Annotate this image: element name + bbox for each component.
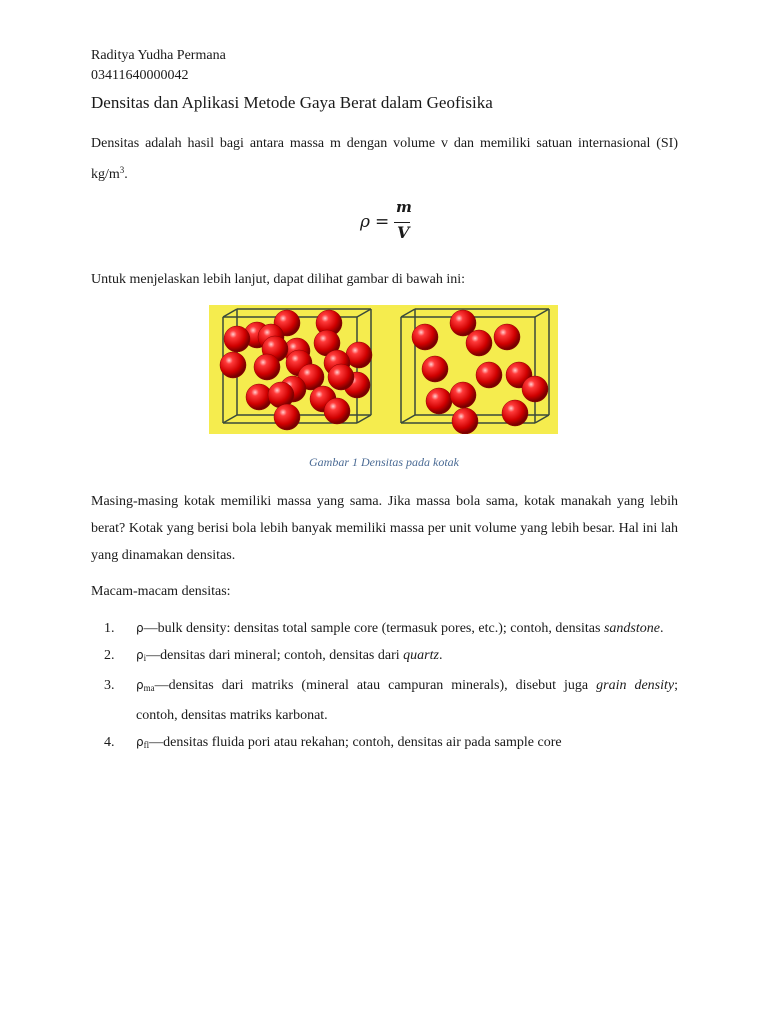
density-formula <box>360 198 420 246</box>
student-id: 03411640000042 <box>91 68 189 83</box>
ball <box>412 324 438 350</box>
density-subscript: fl <box>143 740 150 750</box>
list-item-text: —densitas dari matriks (mineral atau campuran minerals), disebut juga <box>154 678 597 693</box>
ball <box>494 324 520 350</box>
density-symbol: ρ <box>136 735 144 749</box>
list-item <box>91 729 678 759</box>
intro-end: . <box>124 167 128 182</box>
list-item-text: —bulk density: densitas total sample core (termasuk pores, etc.); contoh, densitas <box>143 621 604 636</box>
document-title: Densitas dan Aplikasi Metode Gaya Berat dalam Geofisika <box>91 93 493 112</box>
ball <box>466 330 492 356</box>
ball <box>254 354 280 380</box>
density-symbol: ρ <box>136 678 144 692</box>
list-item-italic: sandstone <box>603 621 660 636</box>
density-symbol: ρ <box>136 648 144 662</box>
explanation-paragraph: Masing-masing kotak memiliki massa yang sama. Jika massa bola sama, kotak manakah yang lebih berat? Kotak yang berisi bola lebih banyak memiliki massa per unit volume yang lebih besar. Hal ini lah yang dinamakan densitas. <box>91 494 678 563</box>
ball <box>324 398 350 424</box>
list-item-italic: grain density <box>596 678 675 693</box>
list-item-number: 3. <box>104 678 115 693</box>
formula-numerator: m <box>396 198 412 216</box>
list-item-number: 2. <box>104 648 115 663</box>
list-item-end: ; contoh, densitas matriks karbonat. <box>136 678 678 723</box>
unit-superscript: 3 <box>119 165 125 175</box>
ball <box>502 400 528 426</box>
list-item-text: —densitas dari mineral; contoh, densitas dari <box>146 648 404 663</box>
ball <box>328 364 354 390</box>
list-item-end: . <box>438 648 443 663</box>
figure-caption: Gambar 1 Densitas pada kotak <box>309 455 459 469</box>
density-boxes-figure <box>209 305 558 434</box>
list-item-number: 1. <box>104 621 115 636</box>
lead-in-paragraph: Untuk menjelaskan lebih lanjut, dapat dilihat gambar di bawah ini: <box>91 272 466 287</box>
ball <box>422 356 448 382</box>
ball <box>476 362 502 388</box>
formula-denominator: V <box>397 223 410 242</box>
author-block <box>91 46 226 86</box>
ball <box>274 404 300 430</box>
list-item-end: . <box>659 621 664 636</box>
ball <box>220 352 246 378</box>
list-item <box>91 642 678 672</box>
formula-equals: = <box>375 212 390 232</box>
ball <box>426 388 452 414</box>
list-item <box>91 615 678 642</box>
list-item-number: 4. <box>104 735 115 750</box>
density-symbol: ρ <box>136 621 144 635</box>
density-subscript: ma <box>143 683 155 693</box>
density-subscript: i <box>143 653 147 663</box>
formula-rho: ρ <box>360 212 370 232</box>
list-item <box>91 672 678 729</box>
list-item-text: —densitas fluida pori atau rekahan; contoh, densitas air pada sample core <box>149 735 562 750</box>
ball <box>522 376 548 402</box>
ball <box>268 382 294 408</box>
ball <box>224 326 250 352</box>
ball <box>450 382 476 408</box>
ball <box>452 408 478 434</box>
density-types-list <box>91 615 678 759</box>
intro-text: Densitas adalah hasil bagi antara massa m dengan volume v dan memiliki satuan internasional (SI) kg/m <box>91 136 678 182</box>
list-item-italic: quartz <box>403 648 439 663</box>
types-heading: Macam-macam densitas: <box>91 584 231 599</box>
author-name: Raditya Yudha Permana <box>91 48 226 63</box>
intro-paragraph <box>91 130 678 188</box>
